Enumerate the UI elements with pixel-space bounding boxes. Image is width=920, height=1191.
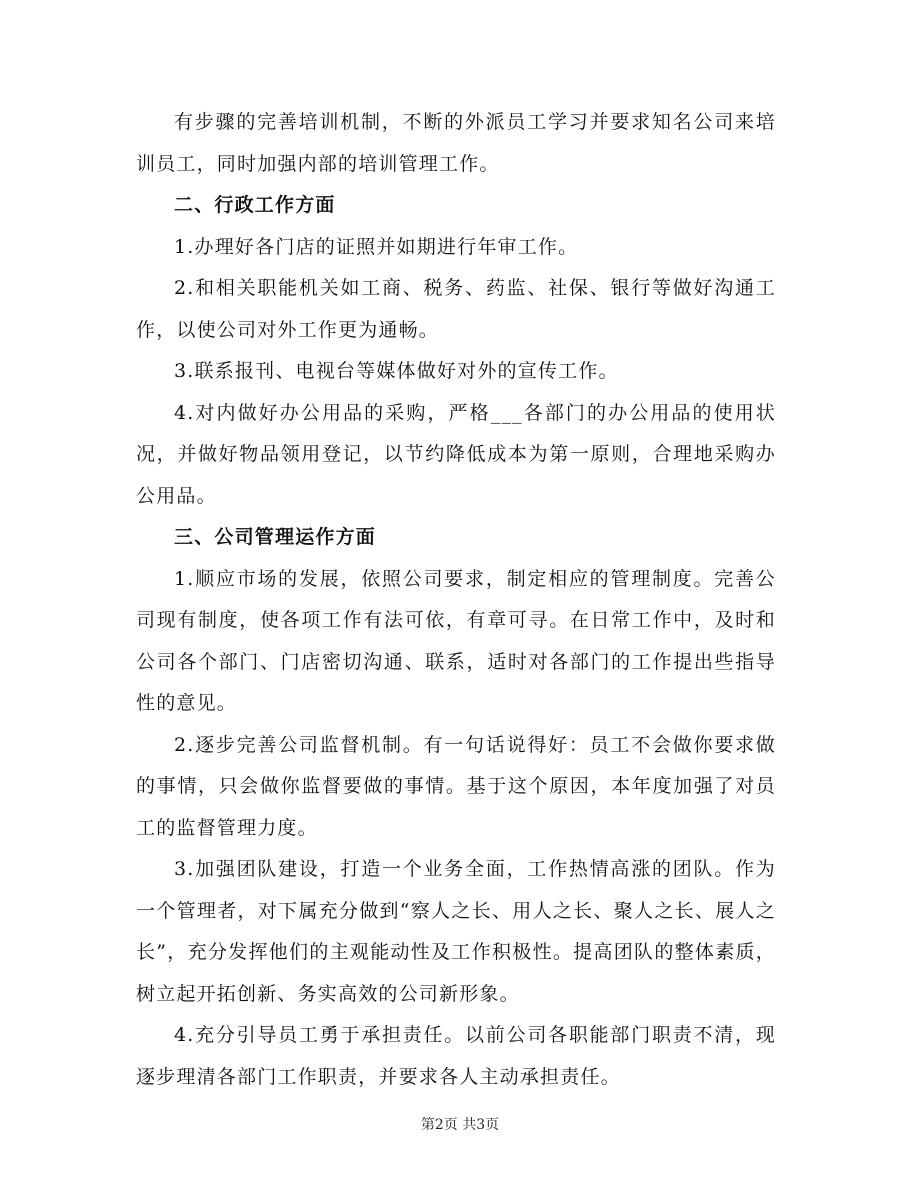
paragraph-admin-3: 3.联系报刊、电视台等媒体做好对外的宣传工作。 xyxy=(174,360,619,382)
section-heading-administration: 二、行政工作方面 xyxy=(174,194,336,216)
paragraph-management-4: 4.充分引导员工勇于承担责任。以前公司各职能部门职责不清，现逐步理清各部门工作职责，并要求各人主动承担责任。 xyxy=(136,1024,776,1088)
page-number-footer: 第2页 共3页 xyxy=(420,1117,500,1133)
paragraph-training: 有步骤的完善培训机制，不断的外派员工学习并要求知名公司来培训员工，同时加强内部的培训管理工作。 xyxy=(136,111,776,175)
paragraph-admin-4: 4.对内做好办公用品的采购，严格___各部门的办公用品的使用状况，并做好物品领用登记，以节约降低成本为第一原则，合理地采购办公用品。 xyxy=(136,401,776,507)
paragraph-admin-1: 1.办理好各门店的证照并如期进行年审工作。 xyxy=(174,235,579,258)
paragraph-management-3: 3.加强团队建设，打造一个业务全面，工作热情高涨的团队。作为一个管理者，对下属充分做到“察人之长、用人之长、聚人之长、展人之长”，充分发挥他们的主观能动性及工作积极性。提高团队的整体素质，树立起开拓创新、务实高效的公司新形象。 xyxy=(136,858,776,1005)
paragraph-management-2: 2.逐步完善公司监督机制。有一句话说得好：员工不会做你要求做的事情，只会做你监督要做的事情。基于这个原因，本年度加强了对员工的监督管理力度。 xyxy=(136,733,776,839)
document-body xyxy=(136,102,776,1098)
paragraph-admin-2: 2.和相关职能机关如工商、税务、药监、社保、银行等做好沟通工作，以使公司对外工作更为通畅。 xyxy=(136,277,776,341)
paragraph-management-1: 1.顺应市场的发展，依照公司要求，制定相应的管理制度。完善公司现有制度，使各项工作有法可依，有章可寻。在日常工作中，及时和公司各个部门、门店密切沟通、联系，适时对各部门的工作提出些指导性的意见。 xyxy=(136,567,776,714)
section-heading-management: 三、公司管理运作方面 xyxy=(174,526,377,548)
